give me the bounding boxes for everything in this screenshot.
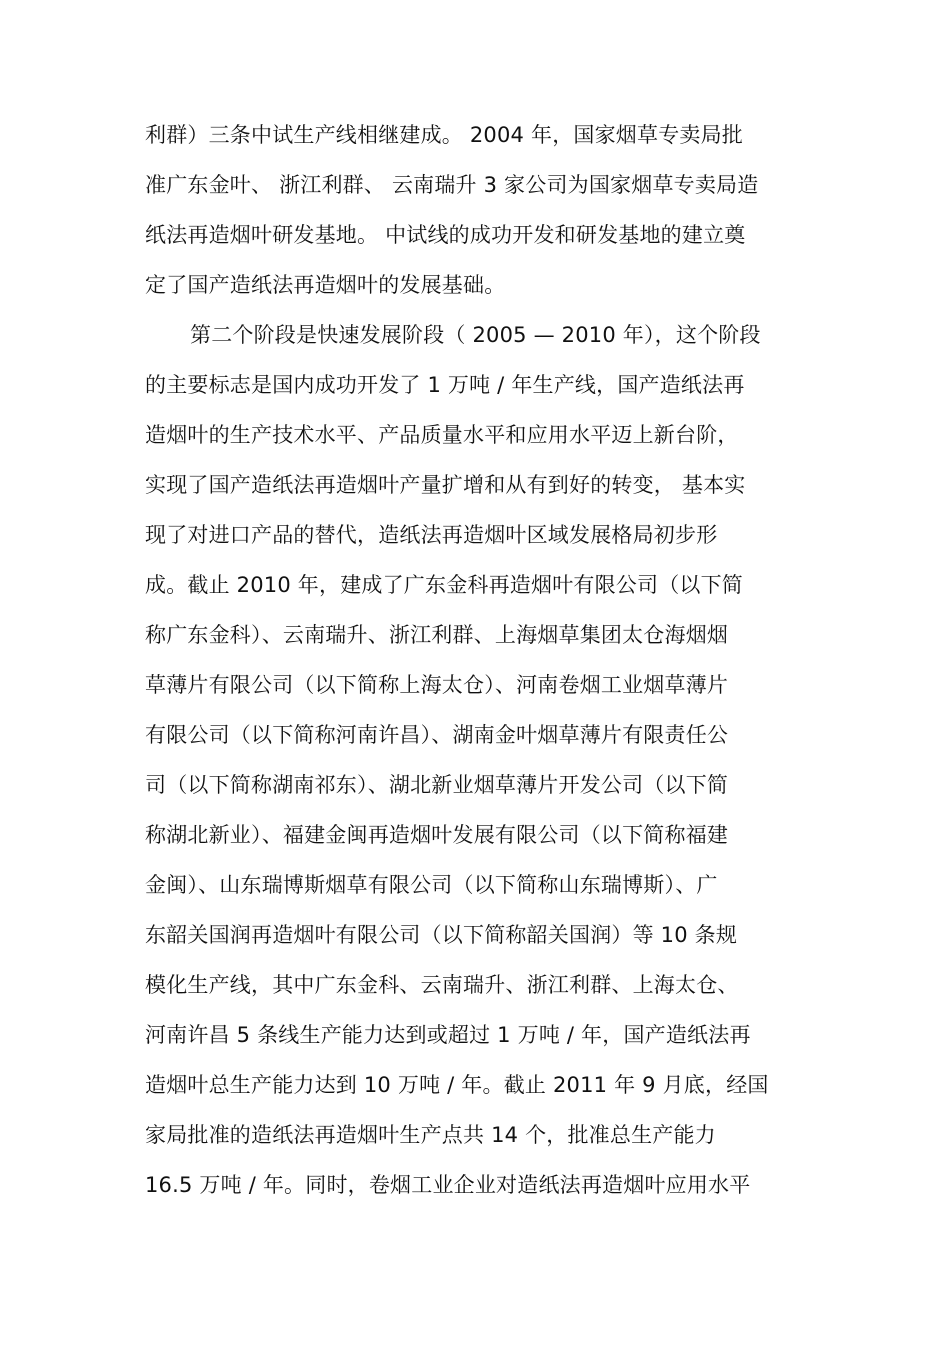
text-line: 模化生产线，其中广东金科、云南瑞升、浙江利群、上海太仓、 <box>145 973 739 997</box>
text-line: 准广东金叶、 浙江利群、 云南瑞升 3 家公司为国家烟草专卖局造 <box>145 173 759 197</box>
text-line: 实现了国产造纸法再造烟叶产量扩增和从有到好的转变， 基本实 <box>145 473 746 497</box>
text-line: 金闽）、山东瑞博斯烟草有限公司（以下简称山东瑞博斯）、广 <box>145 873 718 897</box>
text-line: 造烟叶的生产技术水平、产品质量水平和应用水平迈上新台阶， <box>145 423 739 447</box>
text-line: 利群）三条中试生产线相继建成。 2004 年，国家烟草专卖局批 <box>145 123 743 147</box>
body-text <box>145 115 825 1215</box>
text-line: 有限公司（以下简称河南许昌）、湖南金叶烟草薄片有限责任公 <box>145 723 729 747</box>
text-line: 定了国产造纸法再造烟叶的发展基础。 <box>145 273 506 297</box>
text-line: 称广东金科）、云南瑞升、浙江利群、上海烟草集团太仓海烟烟 <box>145 623 729 647</box>
text-line: 纸法再造烟叶研发基地。 中试线的成功开发和研发基地的建立奠 <box>145 223 746 247</box>
text-line: 造烟叶总生产能力达到 10 万吨 / 年。截止 2011 年 9 月底，经国 <box>145 1073 769 1097</box>
text-line: 家局批准的造纸法再造烟叶生产点共 14 个，批准总生产能力 <box>145 1123 716 1147</box>
text-line: 司（以下简称湖南祁东）、湖北新业烟草薄片开发公司（以下简 <box>145 773 729 797</box>
text-line: 称湖北新业）、福建金闽再造烟叶发展有限公司（以下简称福建 <box>145 823 729 847</box>
paragraph-first-line: 第二个阶段是快速发展阶段（ 2005 — 2010 年），这个阶段 <box>190 323 761 347</box>
text-line: 草薄片有限公司（以下简称上海太仓）、河南卷烟工业烟草薄片 <box>145 673 729 697</box>
text-line: 河南许昌 5 条线生产能力达到或超过 1 万吨 / 年，国产造纸法再 <box>145 1023 751 1047</box>
text-line: 东韶关国润再造烟叶有限公司（以下简称韶关国润）等 10 条规 <box>145 923 738 947</box>
text-line: 16.5 万吨 / 年。同时，卷烟工业企业对造纸法再造烟叶应用水平 <box>145 1173 751 1197</box>
text-line: 成。截止 2010 年，建成了广东金科再造烟叶有限公司（以下简 <box>145 573 743 597</box>
text-line: 的主要标志是国内成功开发了 1 万吨 / 年生产线，国产造纸法再 <box>145 373 745 397</box>
text-line: 现了对进口产品的替代，造纸法再造烟叶区域发展格局初步形 <box>145 523 718 547</box>
